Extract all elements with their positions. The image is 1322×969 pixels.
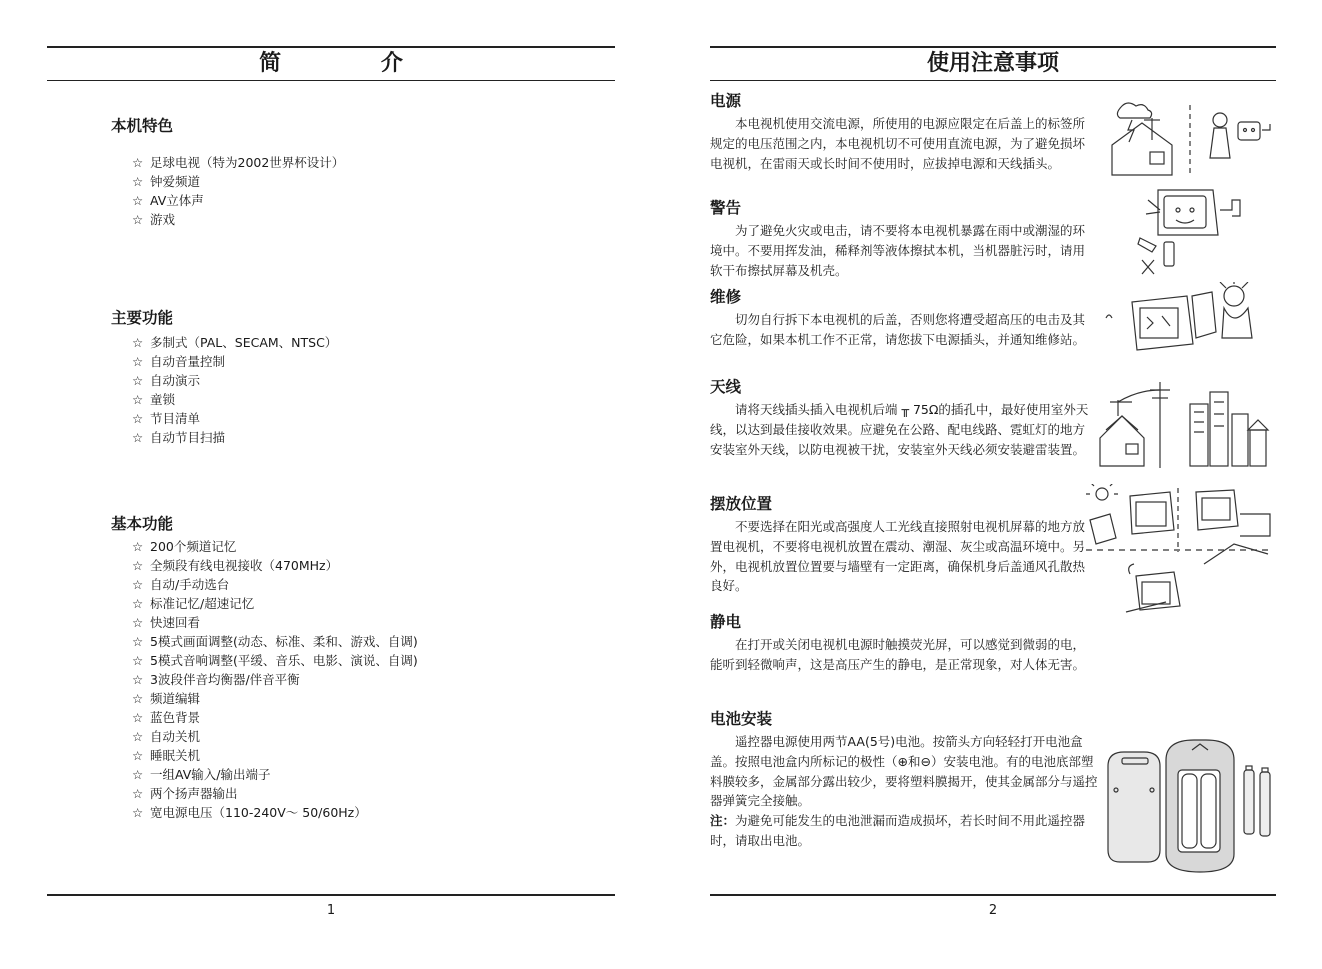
page-number: 2	[988, 903, 998, 918]
static-section	[710, 612, 1090, 675]
star-icon: ☆	[132, 430, 144, 445]
footer-rule	[710, 894, 1276, 896]
feature-list	[111, 537, 591, 822]
star-icon: ☆	[132, 539, 144, 554]
star-icon: ☆	[132, 212, 144, 227]
section-body: 本电视机使用交流电源，所使用的电源应限定在后盖上的标签所规定的电压范围之内，本电视机切不可使用直流电源，为了避免损坏电视机，在雷雨天或长时间不使用时，应拔掉电源和天线插头。	[710, 116, 1086, 171]
star-icon: ☆	[132, 710, 144, 725]
header-rule-top	[710, 46, 1276, 48]
star-icon: ☆	[132, 805, 144, 820]
list-item: ☆ 钟爱频道	[132, 174, 201, 189]
star-icon: ☆	[132, 354, 144, 369]
star-icon: ☆	[132, 634, 144, 649]
list-item: ☆ 宽电源电压（110-240V～ 50/60Hz）	[132, 805, 367, 820]
basic-functions-section	[111, 514, 591, 822]
placement-section	[710, 494, 1090, 596]
star-icon: ☆	[132, 615, 144, 630]
section-heading: 本机特色	[111, 117, 174, 135]
section-heading: 警告	[710, 199, 742, 217]
star-icon: ☆	[132, 155, 144, 170]
star-icon: ☆	[132, 558, 144, 573]
section-heading: 静电	[710, 613, 742, 631]
section-heading: 维修	[710, 288, 742, 306]
list-item: ☆ 多制式（PAL、SECAM、NTSC）	[132, 335, 338, 350]
list-item: ☆ 5模式画面调整(动态、标准、柔和、游戏、自调)	[132, 634, 418, 649]
battery-section	[710, 709, 1102, 851]
antenna-section	[710, 377, 1090, 459]
page-number: 1	[326, 903, 336, 918]
header-rule-bottom	[710, 80, 1276, 81]
star-icon: ☆	[132, 577, 144, 592]
list-item: ☆ 3波段伴音均衡器/伴音平衡	[132, 672, 300, 687]
star-icon: ☆	[132, 672, 144, 687]
header-rule-top	[47, 46, 615, 48]
list-item: ☆ 快速回看	[132, 615, 201, 630]
star-icon: ☆	[132, 373, 144, 388]
placement-illustration	[1086, 484, 1276, 620]
star-icon: ☆	[132, 174, 144, 189]
section-heading: 电池安装	[710, 710, 773, 728]
page-title: 使用注意事项	[926, 51, 1059, 76]
star-icon: ☆	[132, 392, 144, 407]
header-rule-bottom	[47, 80, 615, 81]
footer-rule	[47, 894, 615, 896]
list-item: ☆ 200个频道记忆	[132, 539, 237, 554]
note-text: 为避免可能发生的电池泄漏而造成损坏，若长时间不用此遥控器时，请取出电池。	[710, 813, 1086, 848]
list-item: ☆ 5模式音响调整(平缓、音乐、电影、演说、自调)	[132, 653, 418, 668]
list-item: ☆ 自动音量控制	[132, 354, 226, 369]
star-icon: ☆	[132, 729, 144, 744]
list-item: ☆ 童锁	[132, 392, 176, 407]
star-icon: ☆	[132, 596, 144, 611]
star-icon: ☆	[132, 767, 144, 782]
star-icon: ☆	[132, 193, 144, 208]
note-label: 注：	[710, 813, 736, 829]
section-heading: 电源	[710, 92, 742, 110]
list-item: ☆ 频道编辑	[132, 691, 201, 706]
section-body: 在打开或关闭电视机电源时触摸荧光屏，可以感觉到微弱的电，能听到轻微响声，这是高压产生的静电，是正常现象，对人体无害。	[710, 637, 1086, 672]
star-icon: ☆	[132, 786, 144, 801]
list-item: ☆ 游戏	[132, 212, 176, 227]
section-heading: 摆放位置	[710, 495, 773, 513]
right-page	[710, 0, 1276, 969]
repair-section	[710, 287, 1090, 350]
list-item: ☆ 两个扬声器输出	[132, 786, 238, 801]
warning-section	[710, 198, 1090, 280]
list-item: ☆ 全频段有线电视接收（470MHz）	[132, 558, 339, 573]
star-icon: ☆	[132, 653, 144, 668]
list-item: ☆ 睡眠关机	[132, 748, 201, 763]
battery-note	[710, 811, 1102, 851]
section-body: 切勿自行拆下本电视机的后盖，否则您将遭受超高压的电击及其它危险，如果本机工作不正常，请您拔下电源插头，并通知维修站。	[710, 312, 1086, 347]
list-item: ☆ 足球电视（特为2002世界杯设计）	[132, 155, 345, 170]
list-item: ☆ 一组AV输入/输出端子	[132, 767, 271, 782]
repair-illustration	[1102, 282, 1262, 362]
section-body: 不要选择在阳光或高强度人工光线直接照射电视机屏幕的地方放置电视机，不要将电视机放置在震动、潮湿、灰尘或高温环境中。另外，电视机放置位置要与墙壁有一定距离，确保机身后盖通风孔散热良好。	[710, 519, 1086, 594]
feature-list	[111, 153, 591, 229]
list-item: ☆ AV立体声	[132, 193, 204, 208]
list-item: ☆ 自动节目扫描	[132, 430, 226, 445]
battery-illustration	[1102, 736, 1276, 878]
main-functions-section	[111, 308, 591, 447]
power-section	[710, 91, 1090, 173]
star-icon: ☆	[132, 748, 144, 763]
features-section	[111, 116, 591, 229]
page-title: 简 介	[259, 51, 449, 76]
section-body: 请将天线插头插入电视机后端 ╥ 75Ω的插孔中，最好使用室外天线，以达到最佳接收效果。应避免在公路、配电线路、霓虹灯的地方安装室外天线，以防电视被干扰，安装室外天线必须安装避雷装置。	[710, 402, 1089, 457]
list-item: ☆ 自动/手动选台	[132, 577, 230, 592]
star-icon: ☆	[132, 411, 144, 426]
section-body: 为了避免火灾或电击，请不要将本电视机暴露在雨中或潮湿的环境中。不要用挥发油，稀释剂等液体擦拭本机，当机器脏污时，请用软干布擦拭屏幕及机壳。	[710, 223, 1086, 278]
section-heading: 天线	[710, 378, 742, 396]
left-page	[47, 0, 615, 969]
list-item: ☆ 自动演示	[132, 373, 201, 388]
list-item: ☆ 蓝色背景	[132, 710, 201, 725]
section-heading: 基本功能	[111, 515, 174, 533]
power-illustration	[1102, 100, 1276, 180]
list-item: ☆ 节目清单	[132, 411, 201, 426]
star-icon: ☆	[132, 691, 144, 706]
section-heading: 主要功能	[111, 309, 174, 327]
feature-list	[111, 333, 591, 447]
warning-illustration	[1128, 180, 1248, 280]
star-icon: ☆	[132, 335, 144, 350]
section-body: 遥控器电源使用两节AA(5号)电池。按箭头方向轻轻打开电池盒盖。按照电池盒内所标记的极性（⊕和⊖）安装电池。有的电池底部塑料膜较多，金属部分露出较少，要将塑料膜揭开，使其金属部分与遥控器弹簧完全接触。	[710, 734, 1098, 809]
list-item: ☆ 自动关机	[132, 729, 201, 744]
antenna-illustration	[1098, 378, 1274, 470]
list-item: ☆ 标准记忆/超速记忆	[132, 596, 255, 611]
